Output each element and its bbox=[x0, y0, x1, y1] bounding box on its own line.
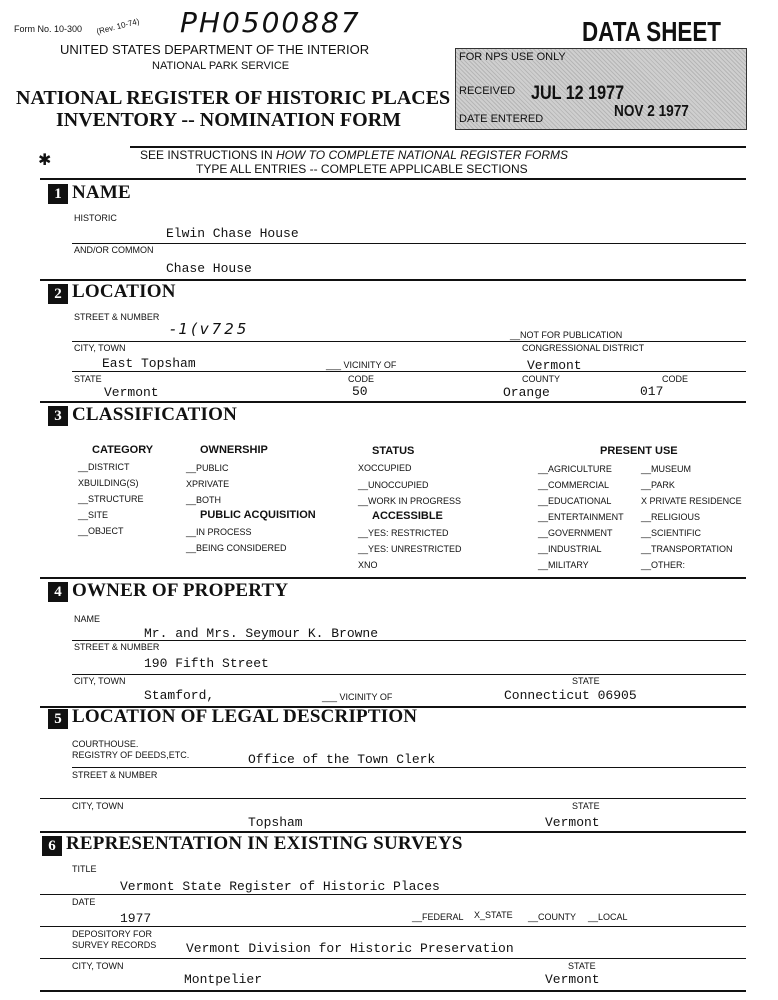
code-label: CODE bbox=[348, 374, 375, 384]
section-title: NAME bbox=[72, 182, 131, 203]
owner-street-value: 190 Fifth Street bbox=[144, 656, 269, 671]
section-number: 1 bbox=[48, 184, 68, 204]
instructions-rule bbox=[40, 178, 746, 180]
code2-value: 017 bbox=[640, 384, 664, 399]
present-use-option: __MUSEUM bbox=[641, 464, 692, 474]
courthouse-value: Office of the Town Clerk bbox=[248, 752, 436, 767]
field-rule bbox=[72, 674, 746, 675]
county-option: __COUNTY bbox=[528, 912, 577, 922]
ownership-heading: OWNERSHIP bbox=[200, 444, 268, 456]
section-number: 3 bbox=[48, 406, 68, 426]
state-label: STATE bbox=[74, 374, 102, 384]
section-number: 5 bbox=[48, 709, 68, 729]
section-title: LOCATION bbox=[72, 281, 176, 302]
present-use-option: __PARK bbox=[641, 480, 675, 490]
section-number: 4 bbox=[48, 582, 68, 602]
instructions-line1 bbox=[140, 148, 568, 162]
state-value: Vermont bbox=[104, 385, 159, 400]
legal-city-value: Topsham bbox=[248, 815, 303, 830]
arrow-mark: ✱ bbox=[38, 152, 52, 169]
not-for-publication-label: __NOT FOR PUBLICATION bbox=[510, 330, 623, 340]
survey-city-value: Montpelier bbox=[184, 972, 263, 987]
present-use-option: __INDUSTRIAL bbox=[538, 544, 602, 554]
category-heading: CATEGORY bbox=[92, 444, 154, 456]
field-rule bbox=[72, 243, 746, 244]
nps-stamp-box bbox=[455, 48, 747, 130]
common-value: Chase House bbox=[166, 261, 252, 276]
accessible-option: XNO bbox=[358, 560, 378, 570]
form-title-line1: NATIONAL REGISTER OF HISTORIC PLACES bbox=[16, 87, 451, 109]
field-rule bbox=[72, 767, 746, 768]
owner-vicinity-text: VICINITY OF bbox=[339, 692, 393, 702]
county-value: Orange bbox=[503, 385, 550, 400]
category-option: __OBJECT bbox=[78, 526, 124, 536]
service-name: NATIONAL PARK SERVICE bbox=[152, 60, 290, 72]
street-value: -1(v725 bbox=[170, 320, 250, 338]
category-option: __SITE bbox=[78, 510, 109, 520]
status-option: XOCCUPIED bbox=[358, 463, 412, 473]
ownership-option: XPRIVATE bbox=[186, 479, 230, 489]
status-option: __UNOCCUPIED bbox=[358, 480, 429, 490]
present-use-option: __EDUCATIONAL bbox=[538, 496, 612, 506]
section-title: CLASSIFICATION bbox=[72, 404, 238, 425]
field-rule bbox=[40, 798, 746, 799]
owner-name-label: NAME bbox=[74, 614, 101, 624]
instructions-line2: TYPE ALL ENTRIES -- COMPLETE APPLICABLE SECTIONS bbox=[196, 162, 528, 176]
local-option: __LOCAL bbox=[588, 912, 628, 922]
section-title: OWNER OF PROPERTY bbox=[72, 580, 289, 601]
depository-value: Vermont Division for Historic Preservation bbox=[186, 941, 514, 956]
state-option: X_STATE bbox=[474, 910, 513, 920]
owner-vicinity-label: ___ VICINITY OF bbox=[322, 692, 393, 702]
form-revision: (Rev. 10-74) bbox=[95, 16, 141, 37]
nps-use-only-label: FOR NPS USE ONLY bbox=[459, 51, 566, 63]
district-value: Vermont bbox=[527, 358, 582, 373]
survey-title-value: Vermont State Register of Historic Places bbox=[120, 879, 440, 894]
present-use-option: __GOVERNMENT bbox=[538, 528, 613, 538]
present-use-option: X PRIVATE RESIDENCE bbox=[641, 496, 742, 506]
field-rule bbox=[72, 341, 746, 342]
code-value: 50 bbox=[352, 384, 368, 399]
data-sheet-label: DATA SHEET bbox=[582, 16, 721, 47]
section-rule bbox=[40, 577, 746, 579]
field-rule bbox=[40, 894, 746, 895]
form-number: Form No. 10-300 bbox=[14, 24, 83, 34]
district-label: CONGRESSIONAL DISTRICT bbox=[522, 343, 645, 353]
ownership-option: __PUBLIC bbox=[186, 463, 229, 473]
instructions-title: HOW TO COMPLETE NATIONAL REGISTER FORMS bbox=[276, 148, 569, 162]
owner-city-value: Stamford, bbox=[144, 688, 215, 703]
acquisition-option: __BEING CONSIDERED bbox=[186, 543, 287, 553]
date-entered-label: DATE ENTERED bbox=[459, 113, 544, 125]
county-label: COUNTY bbox=[522, 374, 560, 384]
vicinity-label: ___ VICINITY OF bbox=[326, 360, 397, 370]
instructions-prefix: SEE INSTRUCTIONS IN bbox=[140, 148, 277, 162]
survey-title-label: TITLE bbox=[72, 864, 97, 874]
survey-city-label: CITY, TOWN bbox=[72, 961, 124, 971]
section-title: LOCATION OF LEGAL DESCRIPTION bbox=[72, 706, 418, 727]
present-use-option: __TRANSPORTATION bbox=[641, 544, 733, 554]
accessible-option: __YES: UNRESTRICTED bbox=[358, 544, 462, 554]
ownership-option: __BOTH bbox=[186, 495, 222, 505]
legal-state-value: Vermont bbox=[545, 815, 600, 830]
department-name: UNITED STATES DEPARTMENT OF THE INTERIOR bbox=[60, 42, 370, 57]
historic-label: HISTORIC bbox=[74, 213, 117, 223]
courthouse-label-2: REGISTRY OF DEEDS,ETC. bbox=[72, 750, 190, 760]
status-heading: STATUS bbox=[372, 445, 415, 457]
common-label: AND/OR COMMON bbox=[74, 245, 154, 255]
section-number: 2 bbox=[48, 284, 68, 304]
owner-street-label: STREET & NUMBER bbox=[74, 642, 160, 652]
code2-label: CODE bbox=[662, 374, 689, 384]
survey-date-value: 1977 bbox=[120, 911, 152, 926]
present-use-option: __SCIENTIFIC bbox=[641, 528, 702, 538]
city-label: CITY, TOWN bbox=[74, 343, 126, 353]
category-option: __DISTRICT bbox=[78, 462, 130, 472]
public-acquisition-heading: PUBLIC ACQUISITION bbox=[200, 509, 316, 521]
federal-option: __FEDERAL bbox=[412, 912, 464, 922]
present-use-option: __OTHER: bbox=[641, 560, 686, 570]
historic-value: Elwin Chase House bbox=[166, 226, 299, 241]
vicinity-text: VICINITY OF bbox=[343, 360, 397, 370]
category-option: __STRUCTURE bbox=[78, 494, 144, 504]
present-use-option: __COMMERCIAL bbox=[538, 480, 610, 490]
received-label: RECEIVED bbox=[459, 85, 516, 97]
accessible-option: __YES: RESTRICTED bbox=[358, 528, 449, 538]
owner-name-value: Mr. and Mrs. Seymour K. Browne bbox=[144, 626, 379, 641]
accessible-heading: ACCESSIBLE bbox=[372, 510, 443, 522]
present-use-option: __AGRICULTURE bbox=[538, 464, 612, 474]
street-label: STREET & NUMBER bbox=[74, 312, 160, 322]
survey-state-label: STATE bbox=[568, 961, 596, 971]
survey-date-label: DATE bbox=[72, 897, 96, 907]
depository-label-2: SURVEY RECORDS bbox=[72, 940, 157, 950]
date-entered-value: NOV 2 1977 bbox=[614, 103, 689, 120]
handwritten-id: PH0500887 bbox=[180, 6, 361, 39]
category-option: XBUILDING(S) bbox=[78, 478, 139, 488]
survey-state-value: Vermont bbox=[545, 972, 600, 987]
present-use-option: __RELIGIOUS bbox=[641, 512, 701, 522]
field-rule bbox=[72, 640, 746, 641]
section-rule bbox=[40, 401, 746, 403]
owner-state-label: STATE bbox=[572, 676, 600, 686]
legal-street-label: STREET & NUMBER bbox=[72, 770, 158, 780]
section-rule bbox=[40, 990, 746, 992]
field-rule bbox=[40, 958, 746, 959]
courthouse-label-1: COURTHOUSE. bbox=[72, 739, 139, 749]
section-title: REPRESENTATION IN EXISTING SURVEYS bbox=[66, 833, 463, 854]
city-value: East Topsham bbox=[102, 356, 196, 371]
owner-state-value: Connecticut 06905 bbox=[504, 688, 637, 703]
field-rule bbox=[72, 371, 746, 372]
owner-city-label: CITY, TOWN bbox=[74, 676, 126, 686]
legal-city-label: CITY, TOWN bbox=[72, 801, 124, 811]
present-use-heading: PRESENT USE bbox=[600, 445, 678, 457]
present-use-option: __ENTERTAINMENT bbox=[538, 512, 624, 522]
legal-state-label: STATE bbox=[572, 801, 600, 811]
status-option: __WORK IN PROGRESS bbox=[358, 496, 462, 506]
field-rule bbox=[40, 926, 746, 927]
received-date: JUL 12 1977 bbox=[531, 83, 625, 104]
depository-label-1: DEPOSITORY FOR bbox=[72, 929, 153, 939]
acquisition-option: __IN PROCESS bbox=[186, 527, 252, 537]
form-title-line2: INVENTORY -- NOMINATION FORM bbox=[56, 109, 402, 131]
present-use-option: __MILITARY bbox=[538, 560, 589, 570]
not-for-publication-text: NOT FOR PUBLICATION bbox=[520, 330, 623, 340]
section-number: 6 bbox=[42, 836, 62, 856]
